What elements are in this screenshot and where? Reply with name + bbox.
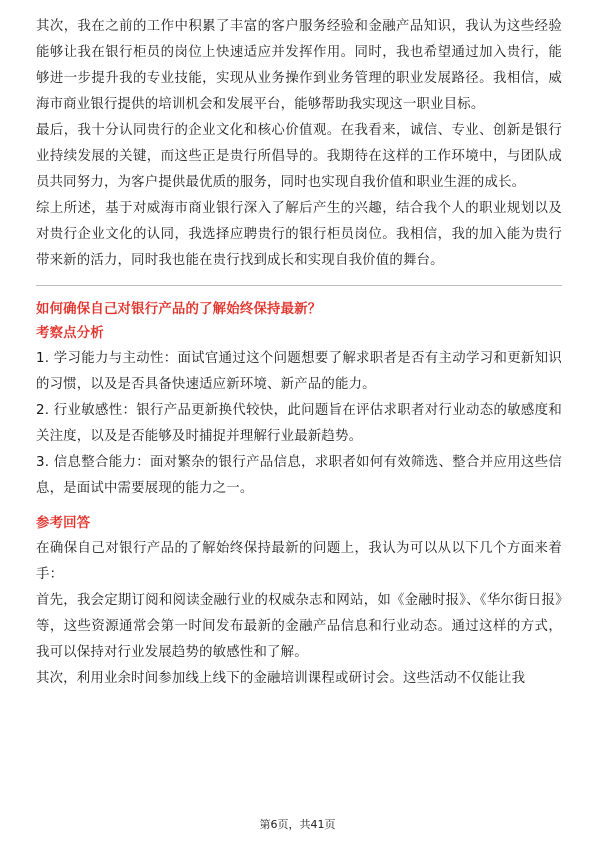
answer-section	[36, 512, 562, 692]
body-paragraph: 最后，我十分认同贵行的企业文化和核心价值观。在我看来，诚信、专业、创新是银行业持续发展的关键，而这些正是贵行所倡导的。我期待在这样的工作环境中，与团队成员共同努力，为客户提供最优质的服务，同时也实现自我价值和职业生涯的成长。	[36, 123, 562, 190]
question-heading: 如何确保自己对银行产品的了解始终保持最新？	[36, 302, 322, 317]
answer-paragraph: 首先，我会定期订阅和阅读金融行业的权威杂志和网站，如《金融时报》、《华尔街日报》等，这些资源通常会第一时间发布最新的金融产品信息和行业动态。通过这样的方式，我可以保持对行业发展趋势的敏感性和了解。	[36, 593, 562, 660]
document-page	[36, 14, 562, 692]
body-paragraph: 综上所述，基于对威海市商业银行深入了解后产生的兴趣，结合我个人的职业规划以及对贵行企业文化的认同，我选择应聘贵行的银行柜员岗位。我相信，我的加入能为贵行带来新的活力，同时我也能在贵行找到成长和实现自我价值的舞台。	[36, 201, 562, 268]
analysis-item: 1. 学习能力与主动性：面试官通过这个问题想要了解求职者是否有主动学习和更新知识的习惯，以及是否具备快速适应新环境、新产品的能力。	[36, 351, 562, 392]
analysis-heading: 考察点分析	[36, 326, 104, 341]
section-spacer	[36, 502, 562, 512]
analysis-section	[36, 322, 562, 502]
intro-section	[36, 14, 562, 274]
page-footer	[0, 818, 595, 832]
page-number: 第6页，共41页	[259, 818, 336, 831]
answer-paragraph: 在确保自己对银行产品的了解始终保持最新的问题上，我认为可以从以下几个方面来着手：	[36, 541, 562, 582]
answer-heading: 参考回答	[36, 516, 91, 531]
analysis-item: 2. 行业敏感性：银行产品更新换代较快，此问题旨在评估求职者对行业动态的敏感度和关注度，以及是否能够及时捕捉并理解行业最新趋势。	[36, 403, 562, 444]
analysis-item: 3. 信息整合能力：面对繁杂的银行产品信息，求职者如何有效筛选、整合并应用这些信息，是面试中需要展现的能力之一。	[36, 455, 562, 496]
section-divider	[36, 285, 562, 286]
body-paragraph: 其次，我在之前的工作中积累了丰富的客户服务经验和金融产品知识，我认为这些经验能够让我在银行柜员的岗位上快速适应并发挥作用。同时，我也希望通过加入贵行，能够进一步提升我的专业技能，实现从业务操作到业务管理的职业发展路径。我相信，威海市商业银行提供的培训机会和发展平台，能够帮助我实现这一职业目标。	[36, 19, 562, 112]
answer-paragraph: 其次，利用业余时间参加线上线下的金融培训课程或研讨会。这些活动不仅能让我	[36, 671, 526, 686]
